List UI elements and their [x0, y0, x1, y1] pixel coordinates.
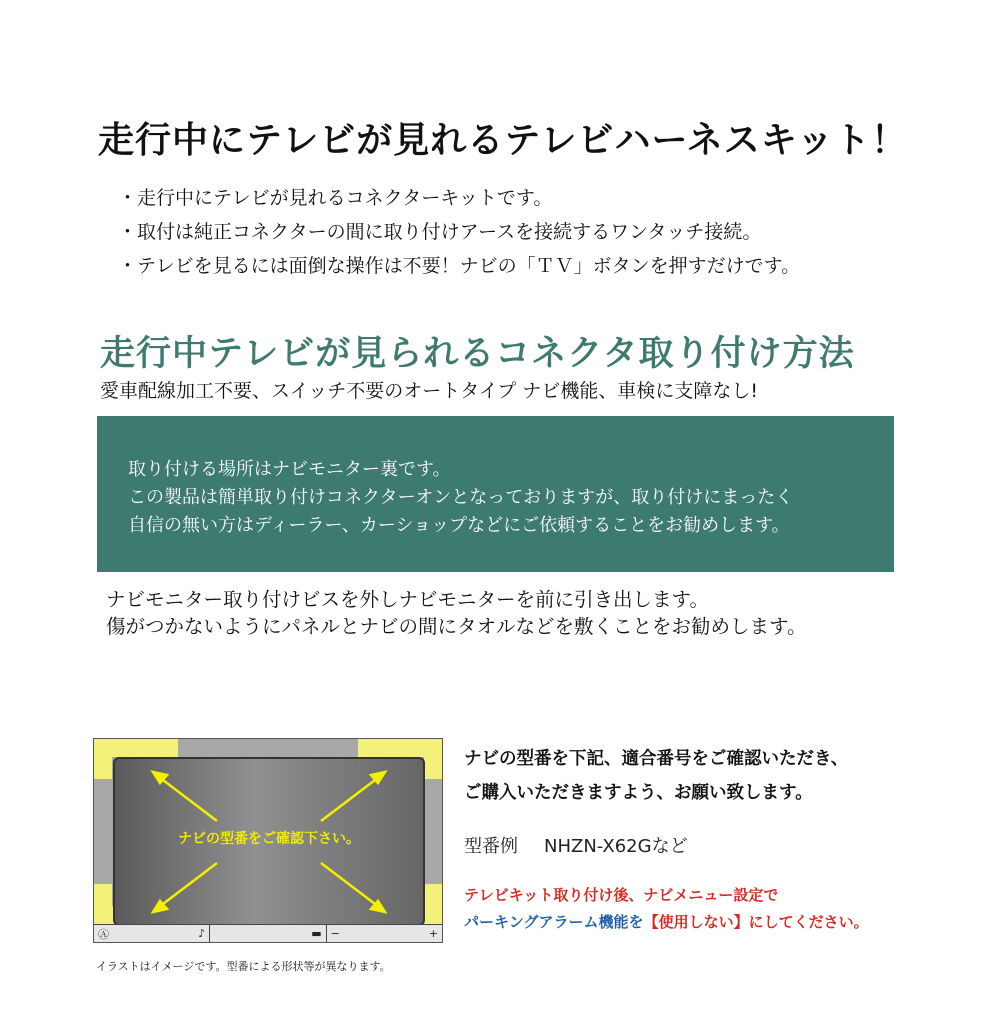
navi-illustration [93, 738, 443, 943]
instruction-list [106, 586, 806, 640]
screen-label: ナビの型番をご確認下さい。 [178, 831, 360, 847]
settings-warning [464, 882, 869, 936]
model-example [464, 832, 688, 858]
illustration-caption: イラストはイメージです。型番による形状等が異なります。 [96, 960, 391, 973]
feature-item: ・走行中にテレビが見れるコネクターキットです。 [118, 187, 553, 209]
install-info-line: 自信の無い方はディーラー、カーショップなどにご依頼することをお勧めします。 [128, 515, 790, 536]
navi-screen [113, 757, 425, 926]
corner-highlight [94, 884, 112, 924]
model-check-line: ご購入いただきますよう、お願い致します。 [464, 783, 813, 803]
minus-icon: − [330, 927, 340, 940]
section-tagline: 愛車配線加工不要、スイッチ不要のオートタイプ ナビ機能、車検に支障なし! [100, 380, 758, 402]
warning-line-1: テレビキット取り付け後、ナビメニュー設定で [464, 886, 779, 904]
install-info-box [97, 416, 894, 572]
feature-item: ・テレビを見るには面倒な操作は不要！ナビの「ＴＶ」ボタンを押すだけです。 [118, 255, 801, 277]
warning-blue-text: パーキングアラーム機能を [464, 913, 644, 931]
model-value: NHZN-X62Gなど [544, 836, 688, 857]
page-title: 走行中にテレビが見れるテレビハーネスキット！ [98, 120, 909, 161]
navi-icon: Ⓐ [98, 927, 109, 941]
install-info-line: 取り付ける場所はナビモニター裏です。 [128, 459, 451, 480]
model-label: 型番例 [464, 836, 518, 857]
navi-frame [93, 738, 443, 943]
warning-red-text: 【使用しない】にしてください。 [643, 913, 869, 931]
instruction-line: ナビモニター取り付けビスを外しナビモニターを前に引き出します。 [106, 588, 709, 611]
navi-button [94, 925, 210, 942]
section-title: 走行中テレビが見られるコネクタ取り付け方法 [100, 334, 855, 374]
corner-highlight [424, 739, 442, 779]
corner-highlight [424, 884, 442, 924]
model-check-line: ナビの型番を下記、適合番号をご確認いただき、 [464, 749, 849, 769]
screen-icon: ▬ [311, 927, 322, 940]
model-check-note [464, 742, 848, 810]
corner-highlight [94, 739, 112, 779]
music-icon: ♪ [198, 927, 206, 940]
feature-item: ・取付は純正コネクターの間に取り付けアースを接続するワンタッチ接続。 [118, 221, 762, 243]
warning-line-2 [464, 909, 869, 936]
navi-button [327, 925, 442, 942]
feature-list [118, 181, 800, 283]
navi-button-bar [94, 924, 442, 942]
install-info-line: この製品は簡単取り付けコネクターオンとなっておりますが、取り付けにまったく [128, 487, 794, 508]
instruction-line: 傷がつかないようにパネルとナビの間にタオルなどを敷くことをお勧めします。 [106, 615, 807, 638]
navi-button [210, 925, 326, 942]
plus-icon: + [428, 927, 438, 940]
